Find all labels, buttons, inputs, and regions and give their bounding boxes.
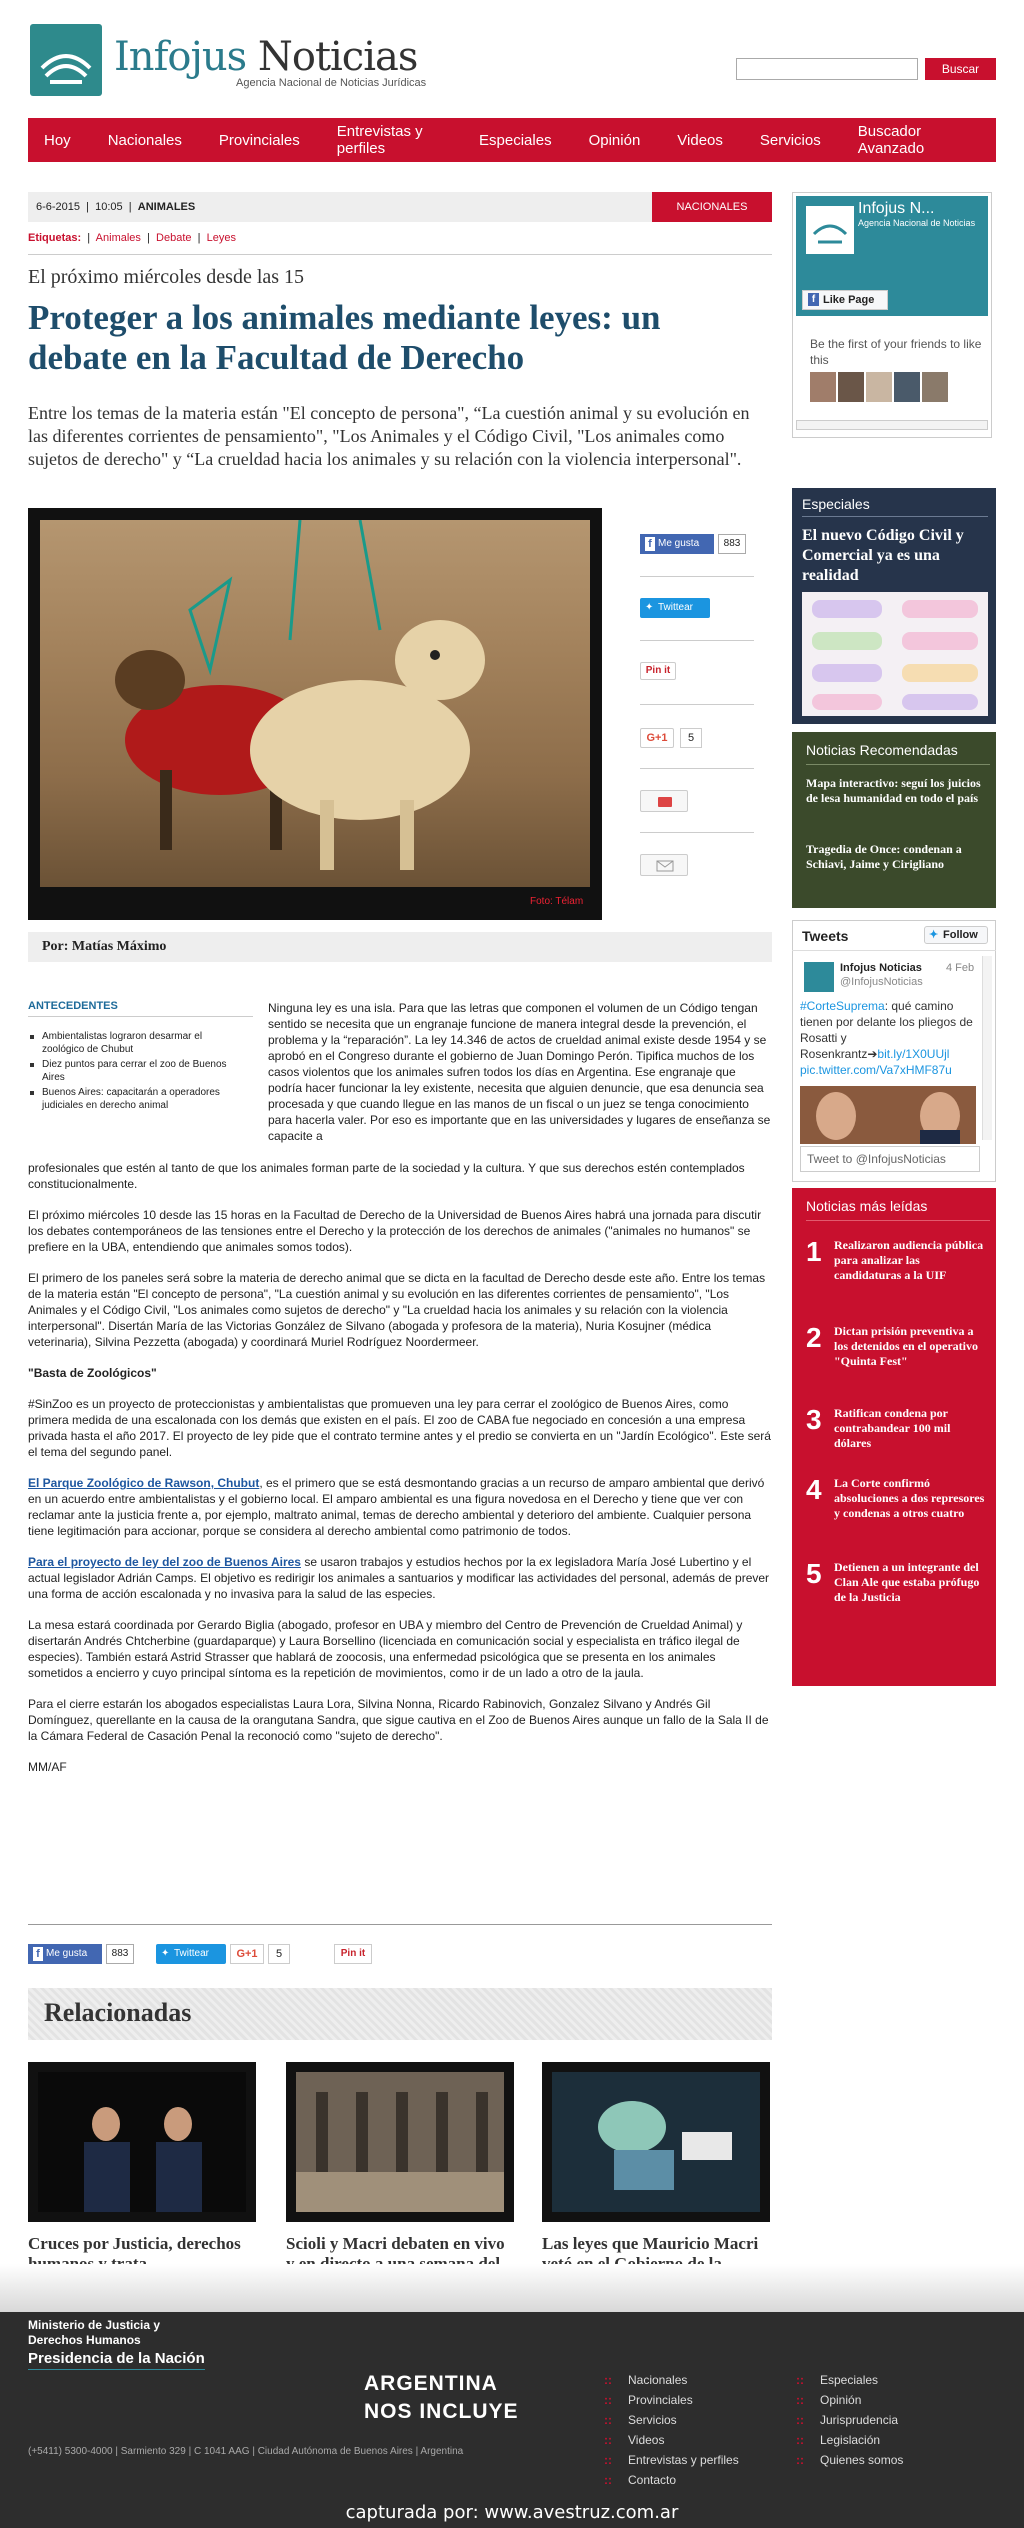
divider <box>640 704 754 705</box>
email-button[interactable] <box>640 854 688 876</box>
fb-like-page-label: Like Page <box>823 294 875 306</box>
tweet-link[interactable]: pic.twitter.com/Va7xHMF87u <box>800 1063 952 1077</box>
especiales-label: Especiales <box>802 496 870 512</box>
nav-item-hoy[interactable]: Hoy <box>44 131 71 149</box>
logo-subtitle: Agencia Nacional de Noticias Jurídicas <box>236 77 427 89</box>
footer-presidencia[interactable]: Presidencia de la Nación <box>28 2350 205 2370</box>
friend-avatar[interactable] <box>810 372 836 402</box>
tweet-text <box>800 998 978 1078</box>
divider <box>802 516 988 517</box>
photo-credit: Foto: Télam <box>530 896 584 907</box>
google-plus-button-bottom[interactable]: G+1 <box>230 1944 264 1964</box>
rank-number: 2 <box>806 1322 822 1353</box>
follow-label: Follow <box>943 929 978 941</box>
pinterest-button[interactable]: Pin it <box>640 662 676 680</box>
tweet-date[interactable]: 4 Feb <box>946 962 975 974</box>
tweet-image[interactable] <box>800 1086 976 1144</box>
antecedente-link[interactable]: Buenos Aires: capacitarán a operadores judiciales en derecho animal <box>28 1086 228 1112</box>
friend-avatar[interactable] <box>922 372 948 402</box>
article-body <box>28 1160 772 1790</box>
paragraph: Ninguna ley es una isla. Para que las letras que componen el volumen de un Código tengan sentido se necesita que un engranaje funcione de manera integral desde la prevención, el problema y la “reparación”. La ley 14.346 de actos de crueldad animal existe desde 1954 y se aprobó en el Congreso durante el gobierno de Juan Domingo Perón. Tipifica muchos de los casos violentos que los animales sufren todos los días en Argentina. Ese engranaje que podría hacer funcionar la ley existente, necesita que alguien denuncie, que esa denuncia sea procesada y que cuando llegue en las manos de un fiscal o un juez se tenga conocimiento para hacerla valer. Por eso es importante que en las universidades y lugares de enseñanza se capacite a <box>268 1001 771 1143</box>
divider <box>28 254 772 255</box>
argentina-line-1: ARGENTINA <box>364 2372 498 2395</box>
footer-link[interactable]: :: Especiales <box>796 2370 903 2390</box>
footer-link[interactable]: :: Opinión <box>796 2390 903 2410</box>
tweet-body: : qué camino tienen por delante los pliegos de Rosatti y Rosenkrantz➔ <box>800 999 973 1061</box>
footer-link[interactable]: :: Entrevistas y perfiles <box>604 2450 739 2470</box>
antecedentes-title: ANTECEDENTES <box>28 1000 118 1012</box>
facebook-friends-text: Be the first of your friends to like this <box>810 337 982 367</box>
friend-avatar[interactable] <box>894 372 920 402</box>
relacionadas-title: Relacionadas <box>44 1998 192 2027</box>
twitter-button-bottom[interactable] <box>156 1944 226 1964</box>
footer-link[interactable]: :: Legislación <box>796 2430 903 2450</box>
tw-label: Twittear <box>174 1948 210 1959</box>
tweet-to-input[interactable]: Tweet to @InfojusNoticias <box>800 1146 980 1172</box>
recomendada-link[interactable]: Tragedia de Once: condenan a Schiavi, Jaime y Cirigliano <box>806 842 962 871</box>
logo-icon[interactable] <box>30 24 102 96</box>
divider <box>806 1220 990 1221</box>
recomendada-link[interactable]: Mapa interactivo: seguí los juicios de lesa humanidad en todo el país <box>806 776 981 805</box>
article-date: 6-6-2015 <box>36 201 81 213</box>
paragraph: #SinZoo es un proyecto de proteccionistas y ambientalistas que promueven una ley para cerrar el zoológico de Buenos Aires, como primera medida de una escalonada con los demás que existen en el país. El zoo de CABA fue negociado en concesión a una empresa privada hasta el año 2017. El proyecto de ley pide que el contrato termine antes y el predio se convierta en un "Jardín Ecológico". Este será el tema del segundo panel. <box>28 1397 771 1459</box>
tweets-scrollbar[interactable] <box>982 956 992 1140</box>
rank-number: 4 <box>806 1474 822 1505</box>
nav-item-entrevistas[interactable]: Entrevistas y perfiles <box>336 123 423 157</box>
antecedente-link[interactable]: Diez puntos para cerrar el zoo de Buenos Aires <box>28 1058 228 1084</box>
friend-avatar[interactable] <box>866 372 892 402</box>
twitter-icon: ✦ <box>161 1948 170 1959</box>
search-button[interactable]: Buscar <box>925 58 996 80</box>
nav-item-especiales[interactable]: Especiales <box>479 131 552 149</box>
capture-credit: capturada por: www.avestruz.com.ar <box>345 2502 679 2523</box>
rank-number: 1 <box>806 1236 822 1267</box>
facebook-icon: f <box>33 1947 43 1961</box>
rank-number: 3 <box>806 1404 822 1435</box>
antecedentes-list <box>28 1030 228 1114</box>
facebook-like-count: 883 <box>718 534 746 554</box>
tweet-author-name[interactable]: Infojus Noticias <box>840 962 922 974</box>
nav-item-buscador[interactable]: Buscador Avanzado <box>857 123 925 157</box>
google-plus-count: 5 <box>268 1944 290 1964</box>
recomendadas-box <box>792 732 996 908</box>
divider <box>28 1924 772 1925</box>
footer-link[interactable]: :: Jurisprudencia <box>796 2410 903 2430</box>
article-author: Por: Matías Máximo <box>28 932 772 962</box>
article-title: Proteger a los animales mediante leyes: un debate en la Facultad de Derecho <box>28 298 661 377</box>
footer-links-col1 <box>604 2370 739 2490</box>
pinterest-button-bottom[interactable]: Pin it <box>334 1944 372 1964</box>
paragraph-text: , es el primero que se está desmontando gracias a un recurso de amparo ambiental que derivó en un acuerdo entre ambientalistas y el gobierno local. El amparo ambiental es una figura novedosa en el Derecho y tiene que ver con reclamar ante la justicia frente a, por ejemplo, maltrato animal, temas de derecho ambiental y deterioro del ambiente. Cualquier persona tiene legitimación para accionar, porque se considera al derecho ambiental como patrimonio de todos. <box>28 1476 765 1538</box>
divider <box>28 1016 253 1017</box>
site-logo-name[interactable] <box>114 34 417 80</box>
tags-label: Etiquetas: <box>28 232 82 244</box>
search-input[interactable] <box>736 58 918 80</box>
footer-address: (+5411) 5300-4000 | Sarmiento 329 | C 1041 AAG | Ciudad Autónoma de Buenos Aires | Argentina <box>28 2446 464 2457</box>
argentina-line-2: NOS INCLUYE <box>364 2400 519 2423</box>
paragraph: La mesa estará coordinada por Gerardo Biglia (abogado, profesor en UBA y miembro del Centro de Prevención de Crueldad Animal) y disertarán Andrés Chtcherbine (guardaparque) y Laura Borsellino (licenciada en comunicación social y especialista en tráfico ilegal de especies). También estará Astrid Strasser que hablará de zoocosis, una enfermedad psicológica que se presenta en los animales sometidos a encierro y cuyo principal síntoma es la repetición de movimientos, como ir de un lado a otro de la jaula. <box>28 1618 743 1680</box>
nav-item-nacionales[interactable]: Nacionales <box>107 131 182 149</box>
horizontal-scrollbar[interactable] <box>796 420 988 430</box>
mas-leida-link[interactable]: Dictan prisión preventiva a los detenidos en el operativo "Quinta Fest" <box>834 1324 978 1368</box>
divider <box>640 640 754 641</box>
especiales-title[interactable]: El nuevo Código Civil y Comercial ya es una realidad <box>802 527 964 584</box>
mail-icon <box>641 855 689 877</box>
footer-link[interactable]: :: Contacto <box>604 2470 739 2490</box>
fb-page-sub: Agencia Nacional de Noticias <box>858 218 976 228</box>
subheading: "Basta de Zoológicos" <box>28 1366 157 1380</box>
related-image[interactable] <box>28 2062 256 2222</box>
nav-item-videos[interactable]: Videos <box>677 131 723 149</box>
footer-link[interactable]: :: Quienes somos <box>796 2450 903 2470</box>
mas-leida-link[interactable]: Detienen a un integrante del Clan Ale que estaba prófugo de la Justicia <box>834 1560 980 1604</box>
nav-item-servicios[interactable]: Servicios <box>759 131 821 149</box>
print-button[interactable] <box>640 790 688 812</box>
tw-label: Twittear <box>658 602 694 613</box>
article-meta-bar: 6-6-2015 | 10:05 | ANIMALES <box>28 192 652 222</box>
logo-name-b: Noticias <box>257 34 418 80</box>
related-caption[interactable]: Las leyes que Mauricio Macri <box>542 2234 759 2253</box>
facebook-icon: f <box>645 537 655 551</box>
facebook-icon: f <box>808 293 819 306</box>
fb-like-label: Me gusta <box>46 1948 88 1959</box>
divider <box>640 768 754 769</box>
tweet-link[interactable]: bit.ly/1X0UUjl <box>877 1047 950 1061</box>
tag-link[interactable]: Animales <box>95 232 141 244</box>
fb-page-name-text: Infojus N... <box>858 200 935 217</box>
twitter-follow-button[interactable] <box>924 926 988 944</box>
inline-link[interactable]: El Parque Zoológico de Rawson, Chubut <box>28 1476 260 1490</box>
inline-link[interactable]: Para el proyecto de ley del zoo de Buenos Aires <box>28 1555 301 1569</box>
fb-like-label: Me gusta <box>658 538 700 549</box>
article-kicker: El próximo miércoles desde las 15 <box>28 266 305 288</box>
related-caption[interactable]: Scioli y Macri debaten en vivo <box>286 2234 505 2253</box>
footer-link[interactable]: :: Videos <box>604 2430 739 2450</box>
footer-link[interactable]: :: Servicios <box>604 2410 739 2430</box>
section-button[interactable]: NACIONALES <box>652 192 772 222</box>
divider <box>806 764 990 765</box>
facebook-like-page-button[interactable] <box>802 290 888 310</box>
article-time: 10:05 <box>95 201 123 213</box>
tweet-avatar[interactable] <box>804 962 834 992</box>
signature: MM/AF <box>28 1760 67 1774</box>
footer-ministerio[interactable]: Ministerio de Justicia y Derechos Humanos <box>28 2318 161 2347</box>
google-plus-count: 5 <box>680 728 702 748</box>
article-photo[interactable] <box>40 520 590 887</box>
footer-link[interactable]: :: Provinciales <box>604 2390 739 2410</box>
paragraph: El primero de los paneles será sobre la materia de derecho animal que se dicta en la facultad de Derecho desde este año. Entre los temas de la materia están "El concepto de persona", "La cuestión animal y su evolución en las diferentes corrientes de pensamiento", "Los Animales y el Código Civil, "Los animales como sujetos de derecho" y "La crueldad hacia los animales y su relación con la violencia interpersonal". Disertán María de las Victorias González de Silvano (abogada y profesora de la materia), Nuria Kosujner (médica veterinaria), Silvina Pezzetta (abogada) y coordinará Muriel Rodríguez Noordermeer. <box>28 1271 766 1349</box>
print-icon <box>641 791 689 813</box>
tag-link[interactable]: Leyes <box>206 232 236 244</box>
paragraph: profesionales que estén al tanto de que los animales forman parte de la sociedad y la cultura. Y que sus derechos estén contemplados constitucionalmente. <box>28 1161 745 1191</box>
footer-argentina-logo <box>364 2370 519 2426</box>
logo-name-a: Infojus <box>114 34 247 80</box>
divider <box>792 950 996 951</box>
mas-leida-link[interactable]: La Corte confirmó absoluciones a dos represores y condenas a otros cuatro <box>834 1476 985 1520</box>
related-caption[interactable]: Cruces por Justicia, derechos <box>28 2234 241 2253</box>
article-lead: Entre los temas de la materia están "El concepto de persona", “La cuestión animal y su evolución en las diferentes corrientes de pensamiento", "Los Animales y el Código Civil, "Los animales como sujetos de derecho" y “La crueldad hacia los animales y su relación con la violencia interpersonal". <box>28 403 750 469</box>
footer-links-col2 <box>796 2370 903 2470</box>
paragraph-text: se usaron trabajos y estudios hechos por la ex legisladora María José Lubertino y el actual legislador Adrián Camps. El objetivo es redirigir los animales a santuarios y modificar las actividades del personal, además de prever una forma de acción escalonada y no invasiva para la salud de las especies. <box>28 1555 770 1601</box>
article-body-top <box>268 1000 772 1144</box>
footer-link[interactable]: :: Nacionales <box>604 2370 739 2390</box>
paragraph: Para el cierre estarán los abogados especialistas Laura Lora, Silvina Nonna, Ricardo Rabinovich, Gonzalez Silvano y Andrés Gil Domínguez, querellante en la causa de la orangutana Sandra, que sigue cautiva en el Zoo de Buenos Aires aunque un fallo de la Sala II de la Cámara Federal de Casación Penal la reconoció como "sujeto de derecho". <box>28 1697 769 1743</box>
main-nav <box>28 118 996 162</box>
related-image[interactable] <box>286 2062 514 2222</box>
tweet-author-handle[interactable]: @InfojusNoticias <box>840 976 923 988</box>
related-image[interactable] <box>542 2062 770 2222</box>
mas-leidas-label: Noticias más leídas <box>806 1198 928 1214</box>
rank-number: 5 <box>806 1558 822 1589</box>
article-section: ANIMALES <box>137 201 196 213</box>
mas-leida-link[interactable]: Realizaron audiencia pública para analizar las candidaturas a la UIF <box>834 1238 984 1282</box>
paragraph <box>28 1554 772 1602</box>
paragraph: El próximo miércoles 10 desde las 15 horas en la Facultad de Derecho de la Universidad de Buenos Aires habrá una jornada para discutir los debates contemporáneos de las tensiones entre el Derecho y la protección de los derechos de animales ("animales no humanos" se prefiere en la UBA, entendiendo que animales somos todos). <box>28 1208 762 1254</box>
paragraph <box>28 1475 772 1539</box>
facebook-like-count: 883 <box>106 1944 134 1964</box>
divider <box>640 832 754 833</box>
especiales-image[interactable] <box>802 592 988 716</box>
footer-fade <box>0 2264 1024 2312</box>
tweets-title: Tweets <box>802 928 849 944</box>
antecedente-link[interactable]: Ambientalistas lograron desarmar el zoológico de Chubut <box>28 1030 228 1056</box>
twitter-icon: ✦ <box>645 602 654 613</box>
facebook-page-name <box>858 200 975 228</box>
google-plus-button[interactable]: G+1 <box>640 728 674 748</box>
facebook-like-button-bottom[interactable] <box>28 1944 102 1964</box>
nav-item-opinion[interactable]: Opinión <box>588 131 641 149</box>
tweet-hashtag[interactable]: #CorteSuprema <box>800 999 885 1013</box>
mas-leida-link[interactable]: Ratifican condena por contrabandear 100 mil dólares <box>834 1406 951 1450</box>
divider <box>640 576 754 577</box>
tag-link[interactable]: Debate <box>156 232 192 244</box>
tags-row: Etiquetas: | Animales | Debate | Leyes <box>28 232 236 244</box>
twitter-button[interactable] <box>640 598 710 618</box>
twitter-icon: ✦ <box>929 929 939 941</box>
friend-avatar[interactable] <box>838 372 864 402</box>
recomendadas-label: Noticias Recomendadas <box>806 742 958 758</box>
nav-item-provinciales[interactable]: Provinciales <box>218 131 300 149</box>
facebook-like-button[interactable] <box>640 534 714 554</box>
